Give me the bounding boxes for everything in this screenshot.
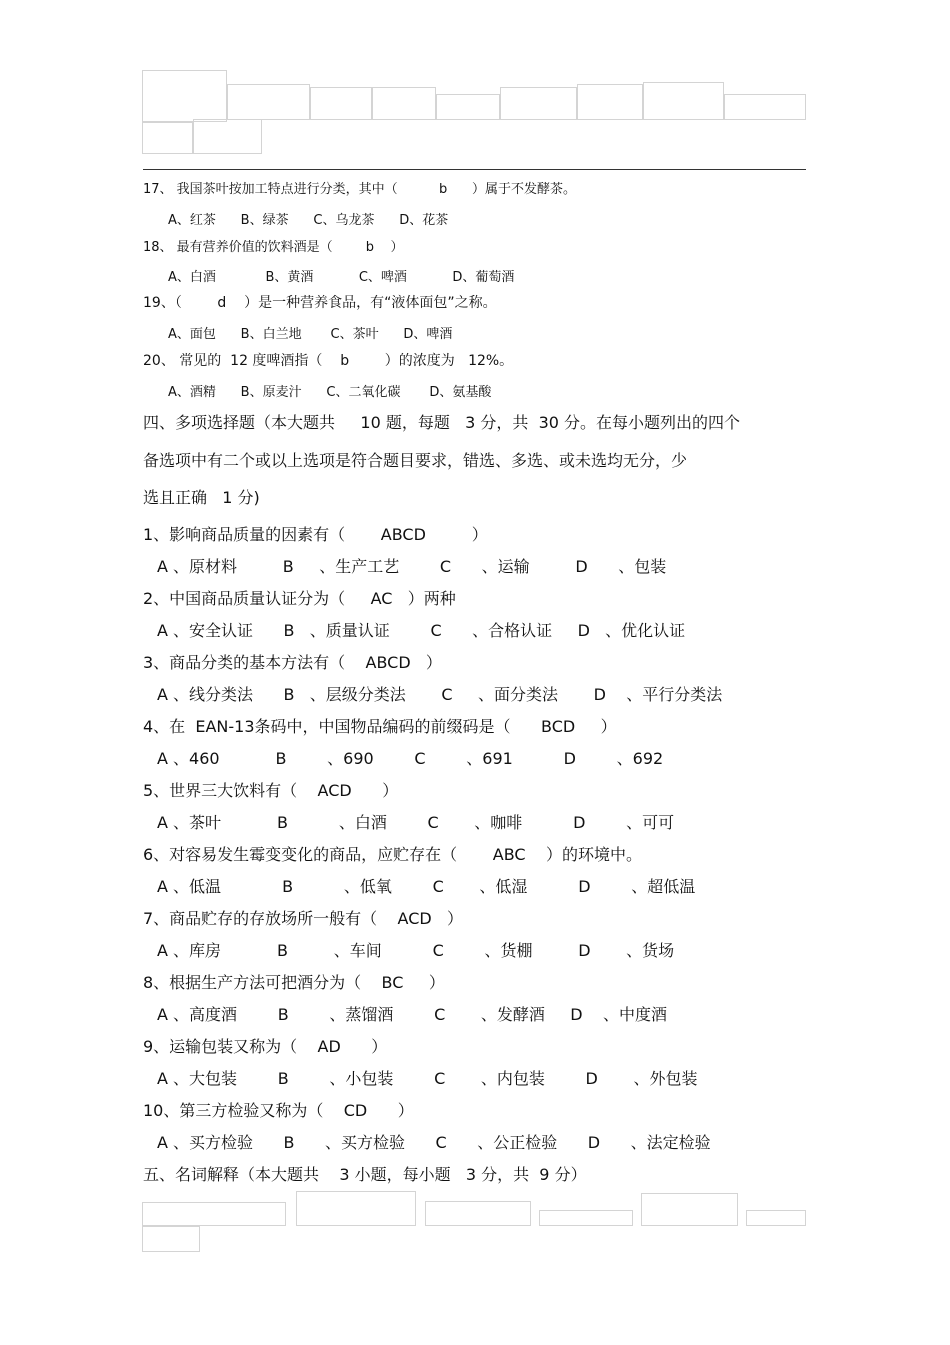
header-frame xyxy=(372,87,436,120)
header-frame xyxy=(142,122,193,154)
multi-question-2-stem: 2、中国商品质量认证分为（ AC ）两种 xyxy=(143,589,456,608)
multi-question-4-stem: 4、在 EAN-13条码中，中国物品编码的前缀码是（ BCD ） xyxy=(143,717,617,736)
multi-question-1-stem: 1、影响商品质量的因素有（ ABCD ） xyxy=(143,525,488,544)
footer-frame xyxy=(425,1201,531,1226)
header-frame xyxy=(577,84,643,120)
header-frame xyxy=(193,119,262,154)
multi-question-10-options: A 、买方检验 B 、买方检验 C 、公正检验 D 、法定检验 xyxy=(157,1133,711,1152)
multi-question-7-stem: 7、商品贮存的存放场所一般有（ ACD ） xyxy=(143,909,463,928)
section-four-instructions-end: 选且正确 1 分) xyxy=(143,488,260,507)
footer-frame xyxy=(641,1193,738,1226)
multi-question-8-options: A 、高度酒 B 、蒸馏酒 C 、发酵酒 D 、中度酒 xyxy=(157,1005,667,1024)
multi-question-9-stem: 9、运输包装又称为（ AD ） xyxy=(143,1037,388,1056)
header-frame xyxy=(142,70,227,122)
header-frame xyxy=(227,84,310,120)
multi-question-5-stem: 5、世界三大饮料有（ ACD ） xyxy=(143,781,399,800)
multi-question-4-options: A 、460 B 、690 C 、691 D 、692 xyxy=(157,749,664,768)
question-18-stem: 18、 最有营养价值的饮料酒是（ b ） xyxy=(143,240,404,255)
multi-question-6-stem: 6、对容易发生霉变变化的商品，应贮存在（ ABC ）的环境中。 xyxy=(143,845,642,864)
multi-question-2-options: A 、安全认证 B 、质量认证 C 、合格认证 D 、优化认证 xyxy=(157,621,686,640)
question-17-stem: 17、 我国茶叶按加工特点进行分类，其中（ b ）属于不发酵茶。 xyxy=(143,182,577,197)
multi-question-5-options: A 、茶叶 B 、白酒 C 、咖啡 D 、可可 xyxy=(157,813,675,832)
section-five-title: 五、名词解释（本大题共 3 小题，每小题 3 分，共 9 分） xyxy=(143,1165,587,1184)
section-four-title: 四、多项选择题（本大题共 10 题，每题 3 分，共 30 分。在每小题列出的四个 xyxy=(143,413,741,432)
footer-frame xyxy=(746,1210,806,1226)
multi-question-7-options: A 、库房 B 、车间 C 、货棚 D 、货场 xyxy=(157,941,675,960)
footer-frame xyxy=(539,1210,633,1226)
footer-frame xyxy=(142,1202,286,1226)
multi-question-10-stem: 10、第三方检验又称为（ CD ） xyxy=(143,1101,414,1120)
question-20-stem: 20、 常见的 12 度啤酒指（ b ）的浓度为 12%。 xyxy=(143,353,514,369)
multi-question-1-options: A 、原材料 B 、生产工艺 C 、运输 D 、包装 xyxy=(157,557,667,576)
section-four-instructions: 备选项中有二个或以上选项是符合题目要求，错选、多选、或未选均无分，少 xyxy=(143,451,688,470)
multi-question-8-stem: 8、根据生产方法可把酒分为（ BC ） xyxy=(143,973,445,992)
multi-question-9-options: A 、大包装 B 、小包装 C 、内包装 D 、外包装 xyxy=(157,1069,698,1088)
footer-frame xyxy=(142,1226,200,1252)
question-19-options: A、面包 B、白兰地 C、茶叶 D、啤酒 xyxy=(168,327,453,342)
header-divider xyxy=(143,169,806,170)
question-19-stem: 19、（ d ）是一种营养食品，有“液体面包”之称。 xyxy=(143,295,497,311)
header-frame xyxy=(500,87,577,120)
question-18-options: A、白酒 B、黄酒 C、啤酒 D、葡萄酒 xyxy=(168,270,515,285)
header-frame xyxy=(436,94,500,120)
multi-question-3-stem: 3、商品分类的基本方法有（ ABCD ） xyxy=(143,653,442,672)
multi-question-6-options: A 、低温 B 、低氧 C 、低湿 D 、超低温 xyxy=(157,877,696,896)
footer-frame xyxy=(296,1191,416,1226)
question-17-options: A、红茶 B、绿茶 C、乌龙茶 D、花茶 xyxy=(168,213,449,228)
question-20-options: A、酒精 B、原麦汁 C、二氧化碳 D、氨基酸 xyxy=(168,385,492,400)
header-frame xyxy=(310,87,372,120)
header-frame xyxy=(724,94,806,120)
multi-question-3-options: A 、线分类法 B 、层级分类法 C 、面分类法 D 、平行分类法 xyxy=(157,685,723,704)
header-frame xyxy=(643,82,724,120)
